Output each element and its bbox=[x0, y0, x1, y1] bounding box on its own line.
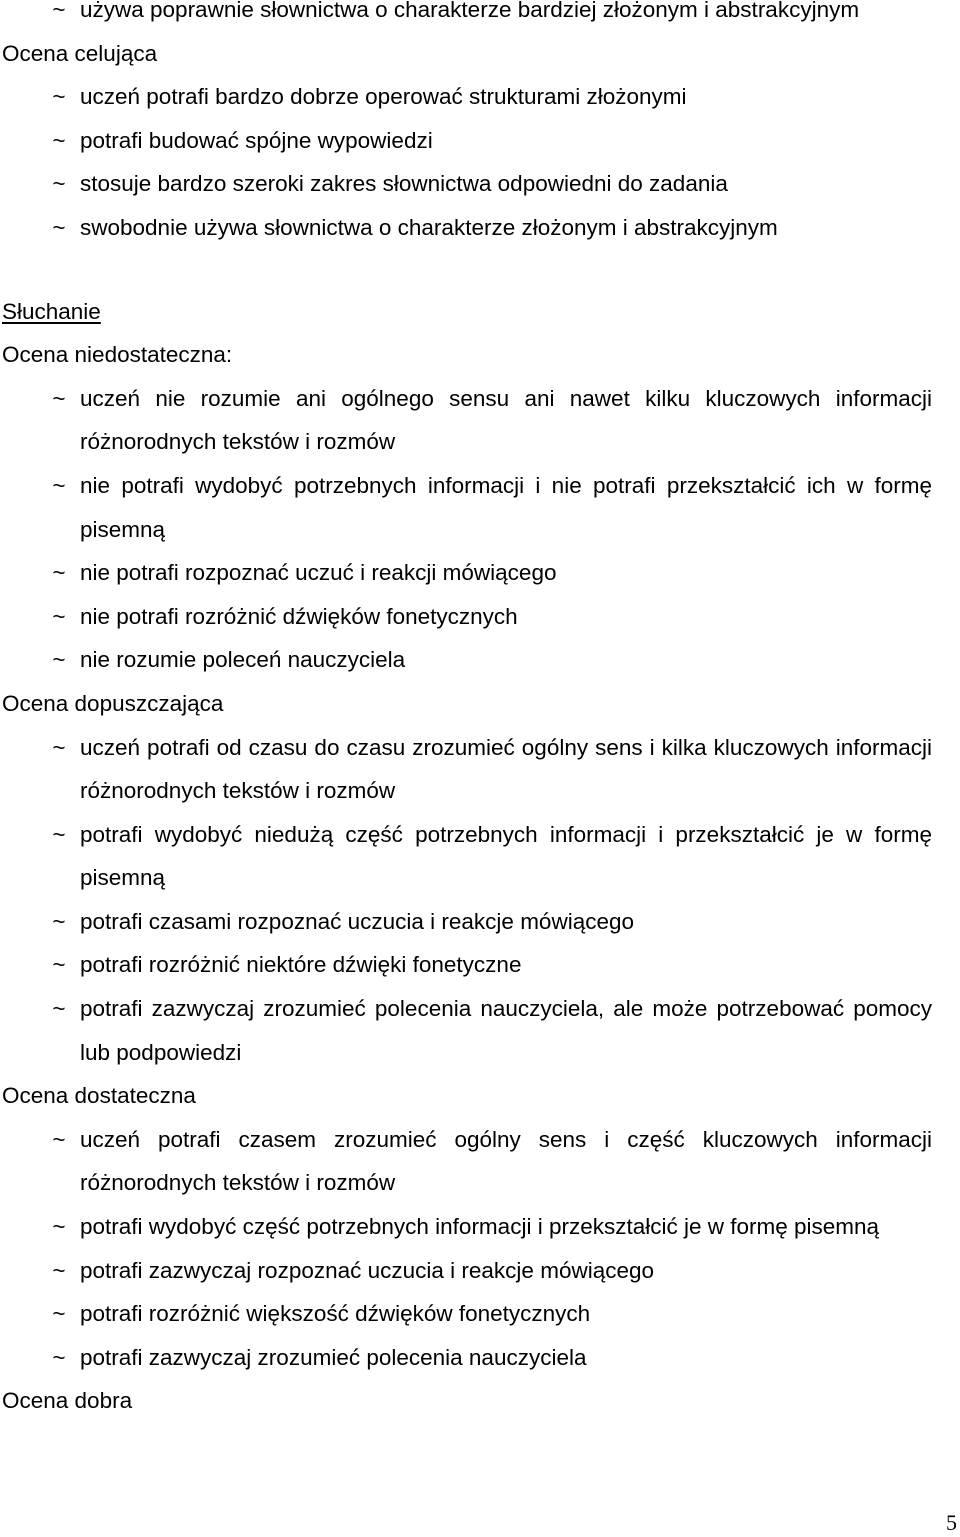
list-item-text: uczeń nie rozumie ani ogólnego sensu ani nawet kilku kluczowych informacji różnorodnych tekstów i rozmów bbox=[80, 385, 932, 455]
list-item-text: uczeń potrafi czasem zrozumieć ogólny sens i część kluczowych informacji różnorodnych tekstów i rozmów bbox=[80, 1126, 932, 1196]
tilde-bullet-icon: ~ bbox=[52, 1126, 66, 1152]
list-item bbox=[0, 900, 932, 944]
list-item bbox=[0, 464, 932, 551]
list-item-text: potrafi wydobyć część potrzebnych informacji i przekształcić je w formę pisemną bbox=[80, 1214, 880, 1240]
list-item-text: potrafi czasami rozpoznać uczucia i reakcje mówiącego bbox=[80, 908, 634, 934]
list-item bbox=[0, 726, 932, 813]
tilde-bullet-icon: ~ bbox=[52, 734, 66, 760]
list-item bbox=[0, 75, 932, 119]
list-item-text: nie potrafi rozpoznać uczuć i reakcji mówiącego bbox=[80, 560, 557, 586]
list-item-text: nie potrafi rozróżnić dźwięków fonetycznych bbox=[80, 603, 518, 629]
list-item-text: potrafi wydobyć niedużą część potrzebnych informacji i przekształcić je w formę pisemną bbox=[80, 821, 932, 891]
tilde-bullet-icon: ~ bbox=[52, 647, 66, 673]
list-item bbox=[0, 551, 932, 595]
list-item-text: potrafi rozróżnić niektóre dźwięki fonetyczne bbox=[80, 952, 522, 978]
list-item bbox=[0, 987, 932, 1074]
list-item bbox=[0, 1249, 932, 1293]
page-number: 5 bbox=[946, 1510, 957, 1535]
list-item bbox=[0, 638, 932, 682]
list-item bbox=[0, 206, 932, 250]
tilde-bullet-icon: ~ bbox=[52, 214, 66, 240]
tilde-bullet-icon: ~ bbox=[52, 952, 66, 978]
grade-heading-celujaca: Ocena celująca bbox=[2, 40, 158, 66]
list-item-text: uczeń potrafi od czasu do czasu zrozumieć ogólny sens i kilka kluczowych informacji różnorodnych tekstów i rozmów bbox=[80, 734, 932, 804]
section-title-text: Słuchanie bbox=[2, 298, 101, 324]
list-item-text: używa poprawnie słownictwa o charakterze bardziej złożonym i abstrakcyjnym bbox=[80, 0, 860, 22]
list-item bbox=[0, 1118, 932, 1205]
tilde-bullet-icon: ~ bbox=[52, 171, 66, 197]
list-item bbox=[0, 1292, 932, 1336]
list-item bbox=[0, 377, 932, 464]
tilde-bullet-icon: ~ bbox=[52, 1257, 66, 1283]
tilde-bullet-icon: ~ bbox=[52, 560, 66, 586]
list-item bbox=[0, 595, 932, 639]
list-item bbox=[0, 1205, 932, 1249]
list-item-text: nie potrafi wydobyć potrzebnych informacji i nie potrafi przekształcić ich w formę pisemną bbox=[80, 472, 932, 542]
list-item-text: uczeń potrafi bardzo dobrze operować strukturami złożonymi bbox=[80, 84, 687, 110]
grade-heading-niedostateczna: Ocena niedostateczna: bbox=[2, 342, 233, 368]
tilde-bullet-icon: ~ bbox=[52, 603, 66, 629]
grade-heading-dostateczna: Ocena dostateczna bbox=[2, 1083, 196, 1109]
section-title-sluchanie bbox=[0, 290, 960, 334]
list-item-text: potrafi budować spójne wypowiedzi bbox=[80, 127, 433, 153]
list-item bbox=[0, 813, 932, 900]
list-item-text: swobodnie używa słownictwa o charakterze złożonym i abstrakcyjnym bbox=[80, 214, 778, 240]
tilde-bullet-icon: ~ bbox=[52, 821, 66, 847]
tilde-bullet-icon: ~ bbox=[52, 1214, 66, 1240]
section-spacer bbox=[0, 250, 960, 290]
tilde-bullet-icon: ~ bbox=[52, 996, 66, 1022]
list-item-text: stosuje bardzo szeroki zakres słownictwa odpowiedni do zadania bbox=[80, 171, 728, 197]
list-item bbox=[0, 1336, 932, 1380]
list-item bbox=[0, 162, 932, 206]
tilde-bullet-icon: ~ bbox=[52, 385, 66, 411]
tilde-bullet-icon: ~ bbox=[52, 1301, 66, 1327]
list-item-text: potrafi zazwyczaj zrozumieć polecenia nauczyciela, ale może potrzebować pomocy lub podpowiedzi bbox=[80, 996, 932, 1065]
tilde-bullet-icon: ~ bbox=[52, 0, 66, 22]
tilde-bullet-icon: ~ bbox=[52, 1344, 66, 1370]
grade-heading-dopuszczajaca: Ocena dopuszczająca bbox=[2, 690, 224, 716]
list-item-text: potrafi zazwyczaj rozpoznać uczucia i reakcje mówiącego bbox=[80, 1257, 655, 1283]
list-item-text: nie rozumie poleceń nauczyciela bbox=[80, 647, 406, 673]
list-item-text: potrafi zazwyczaj zrozumieć polecenia nauczyciela bbox=[80, 1344, 587, 1370]
tilde-bullet-icon: ~ bbox=[52, 472, 66, 498]
list-item bbox=[0, 119, 932, 163]
grade-heading-dobra: Ocena dobra bbox=[2, 1388, 133, 1414]
list-item-text: potrafi rozróżnić większość dźwięków fonetycznych bbox=[80, 1301, 591, 1327]
tilde-bullet-icon: ~ bbox=[52, 84, 66, 110]
tilde-bullet-icon: ~ bbox=[52, 127, 66, 153]
list-item bbox=[0, 0, 932, 32]
list-item bbox=[0, 943, 932, 987]
tilde-bullet-icon: ~ bbox=[52, 908, 66, 934]
